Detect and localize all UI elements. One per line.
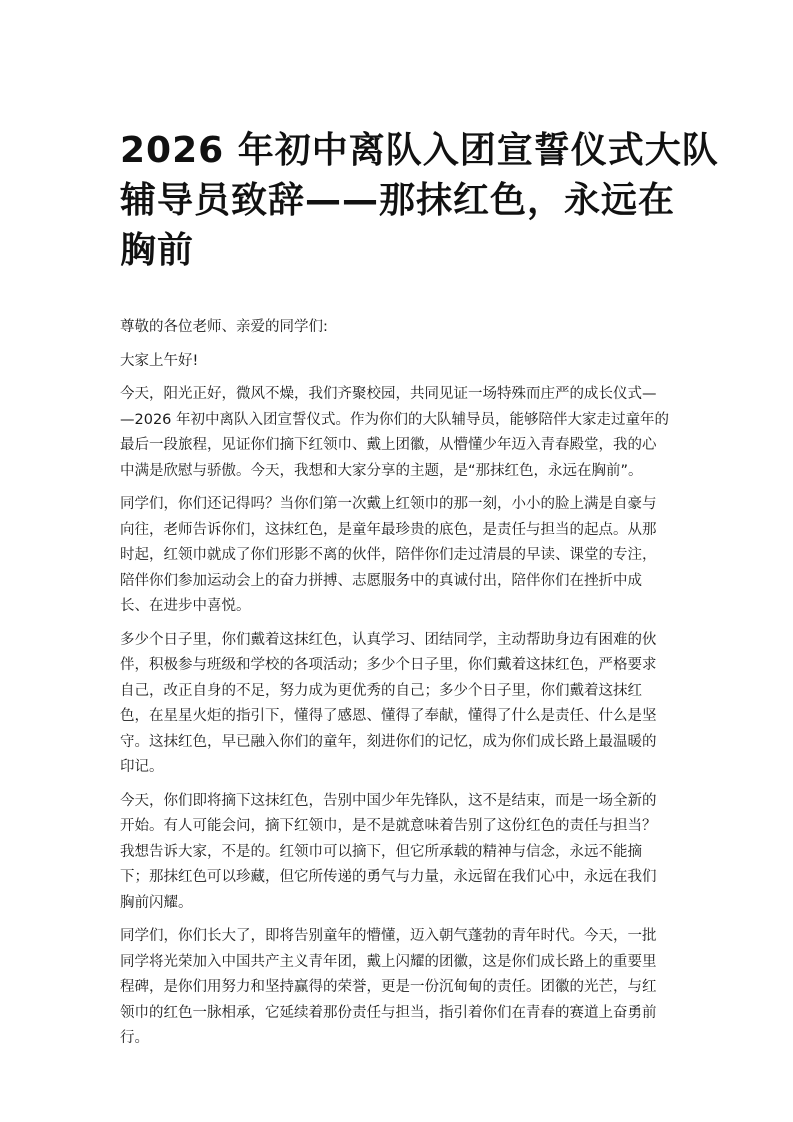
text-line: 印记。 — [120, 759, 164, 775]
text-line: 今天，阳光正好，微风不燥，我们齐聚校园，共同见证一场特殊而庄严的成长仪式— — [120, 386, 657, 402]
text-line: 伴，积极参与班级和学校的各项活动；多少个日子里，你们戴着这抹红色，严格要求 — [120, 657, 657, 673]
text-line: 长、在进步中喜悦。 — [120, 598, 251, 614]
text-line: 领巾的红色一脉相承，它延续着那份责任与担当，指引着你们在青春的赛道上奋勇前 — [120, 1004, 657, 1021]
document-body — [120, 315, 675, 1052]
text-line: 守。这抹红色，早已融入你们的童年，刻进你们的记忆，成为你们成长路上最温暖的 — [120, 733, 657, 750]
body-paragraph — [120, 492, 675, 620]
text-line: 同学们，你们长大了，即将告别童年的懵懂，迈入朝气蓬勃的青年时代。今天，一批 — [120, 928, 657, 944]
body-paragraph — [120, 789, 675, 917]
text-line: 多少个日子里，你们戴着这抹红色，认真学习、团结同学，主动帮助身边有困难的伙 — [120, 631, 657, 648]
text-line: 向往，老师告诉你们，这抹红色，是童年最珍贵的底色，是责任与担当的起点。从那 — [120, 521, 657, 538]
text-line: 胸前闪耀。 — [120, 894, 193, 911]
text-line: 今天，你们即将摘下这抹红色，告别中国少年先锋队，这不是结束，而是一场全新的 — [120, 792, 657, 809]
text-line: 同学们，你们还记得吗？当你们第一次戴上红领巾的那一刻，小小的脸上满是自豪与 — [120, 496, 657, 512]
title-line: 辅导员致辞——那抹红色，永远在 — [120, 180, 676, 221]
text-line: 陪伴你们参加运动会上的奋力拼搏、志愿服务中的真诚付出，陪伴你们在挫折中成 — [120, 572, 642, 589]
greeting-paragraph — [120, 349, 675, 375]
body-paragraph — [120, 924, 675, 1052]
text-line: 程碑，是你们用努力和坚持赢得的荣誉，更是一份沉甸甸的责任。团徽的光芒，与红 — [120, 979, 657, 995]
document-page — [120, 126, 719, 1060]
text-line: 中满是欣慰与骄傲。今天，我想和大家分享的主题，是“那抹红色，永远在胸前”。 — [120, 462, 643, 479]
text-line: 下；那抹红色可以珍藏，但它所传递的勇气与力量，永远留在我们心中，永远在我们 — [120, 869, 657, 885]
text-line: 色，在星星火炬的指引下，懂得了感恩、懂得了奉献，懂得了什么是责任、什么是坚 — [120, 708, 657, 724]
text-line: —2026 年初中离队入团宣誓仪式。作为你们的大队辅导员，能够陪伴大家走过童年的 — [120, 411, 670, 428]
text-line: 同学将光荣加入中国共产主义青年团，戴上闪耀的团徽，这是你们成长路上的重要里 — [120, 953, 657, 970]
text-line: 时起，红领巾就成了你们形影不离的伙伴，陪伴你们走过清晨的早读、课堂的专注， — [120, 547, 657, 563]
text-line: 最后一段旅程，见证你们摘下红领巾、戴上团徽，从懵懂少年迈入青春殿堂，我的心 — [120, 437, 657, 453]
text-line: 尊敬的各位老师、亲爱的同学们: — [120, 319, 328, 335]
text-line: 我想告诉大家，不是的。红领巾可以摘下，但它所承载的精神与信念，永远不能摘 — [120, 843, 642, 860]
text-line: 开始。有人可能会问，摘下红领巾，是不是就意味着告别了这份红色的责任与担当？ — [120, 818, 657, 834]
salutation-paragraph — [120, 315, 675, 341]
text-line: 自己，改正自身的不足，努力成为更优秀的自己；多少个日子里，你们戴着这抹红 — [120, 682, 642, 699]
title-line: 2026 年初中离队入团宣誓仪式大队 — [120, 130, 719, 171]
document-title — [120, 126, 719, 276]
body-paragraph — [120, 628, 675, 781]
text-line: 大家上午好! — [120, 352, 199, 369]
text-line: 行。 — [120, 1030, 149, 1046]
title-line: 胸前 — [120, 230, 195, 271]
body-paragraph — [120, 382, 675, 484]
